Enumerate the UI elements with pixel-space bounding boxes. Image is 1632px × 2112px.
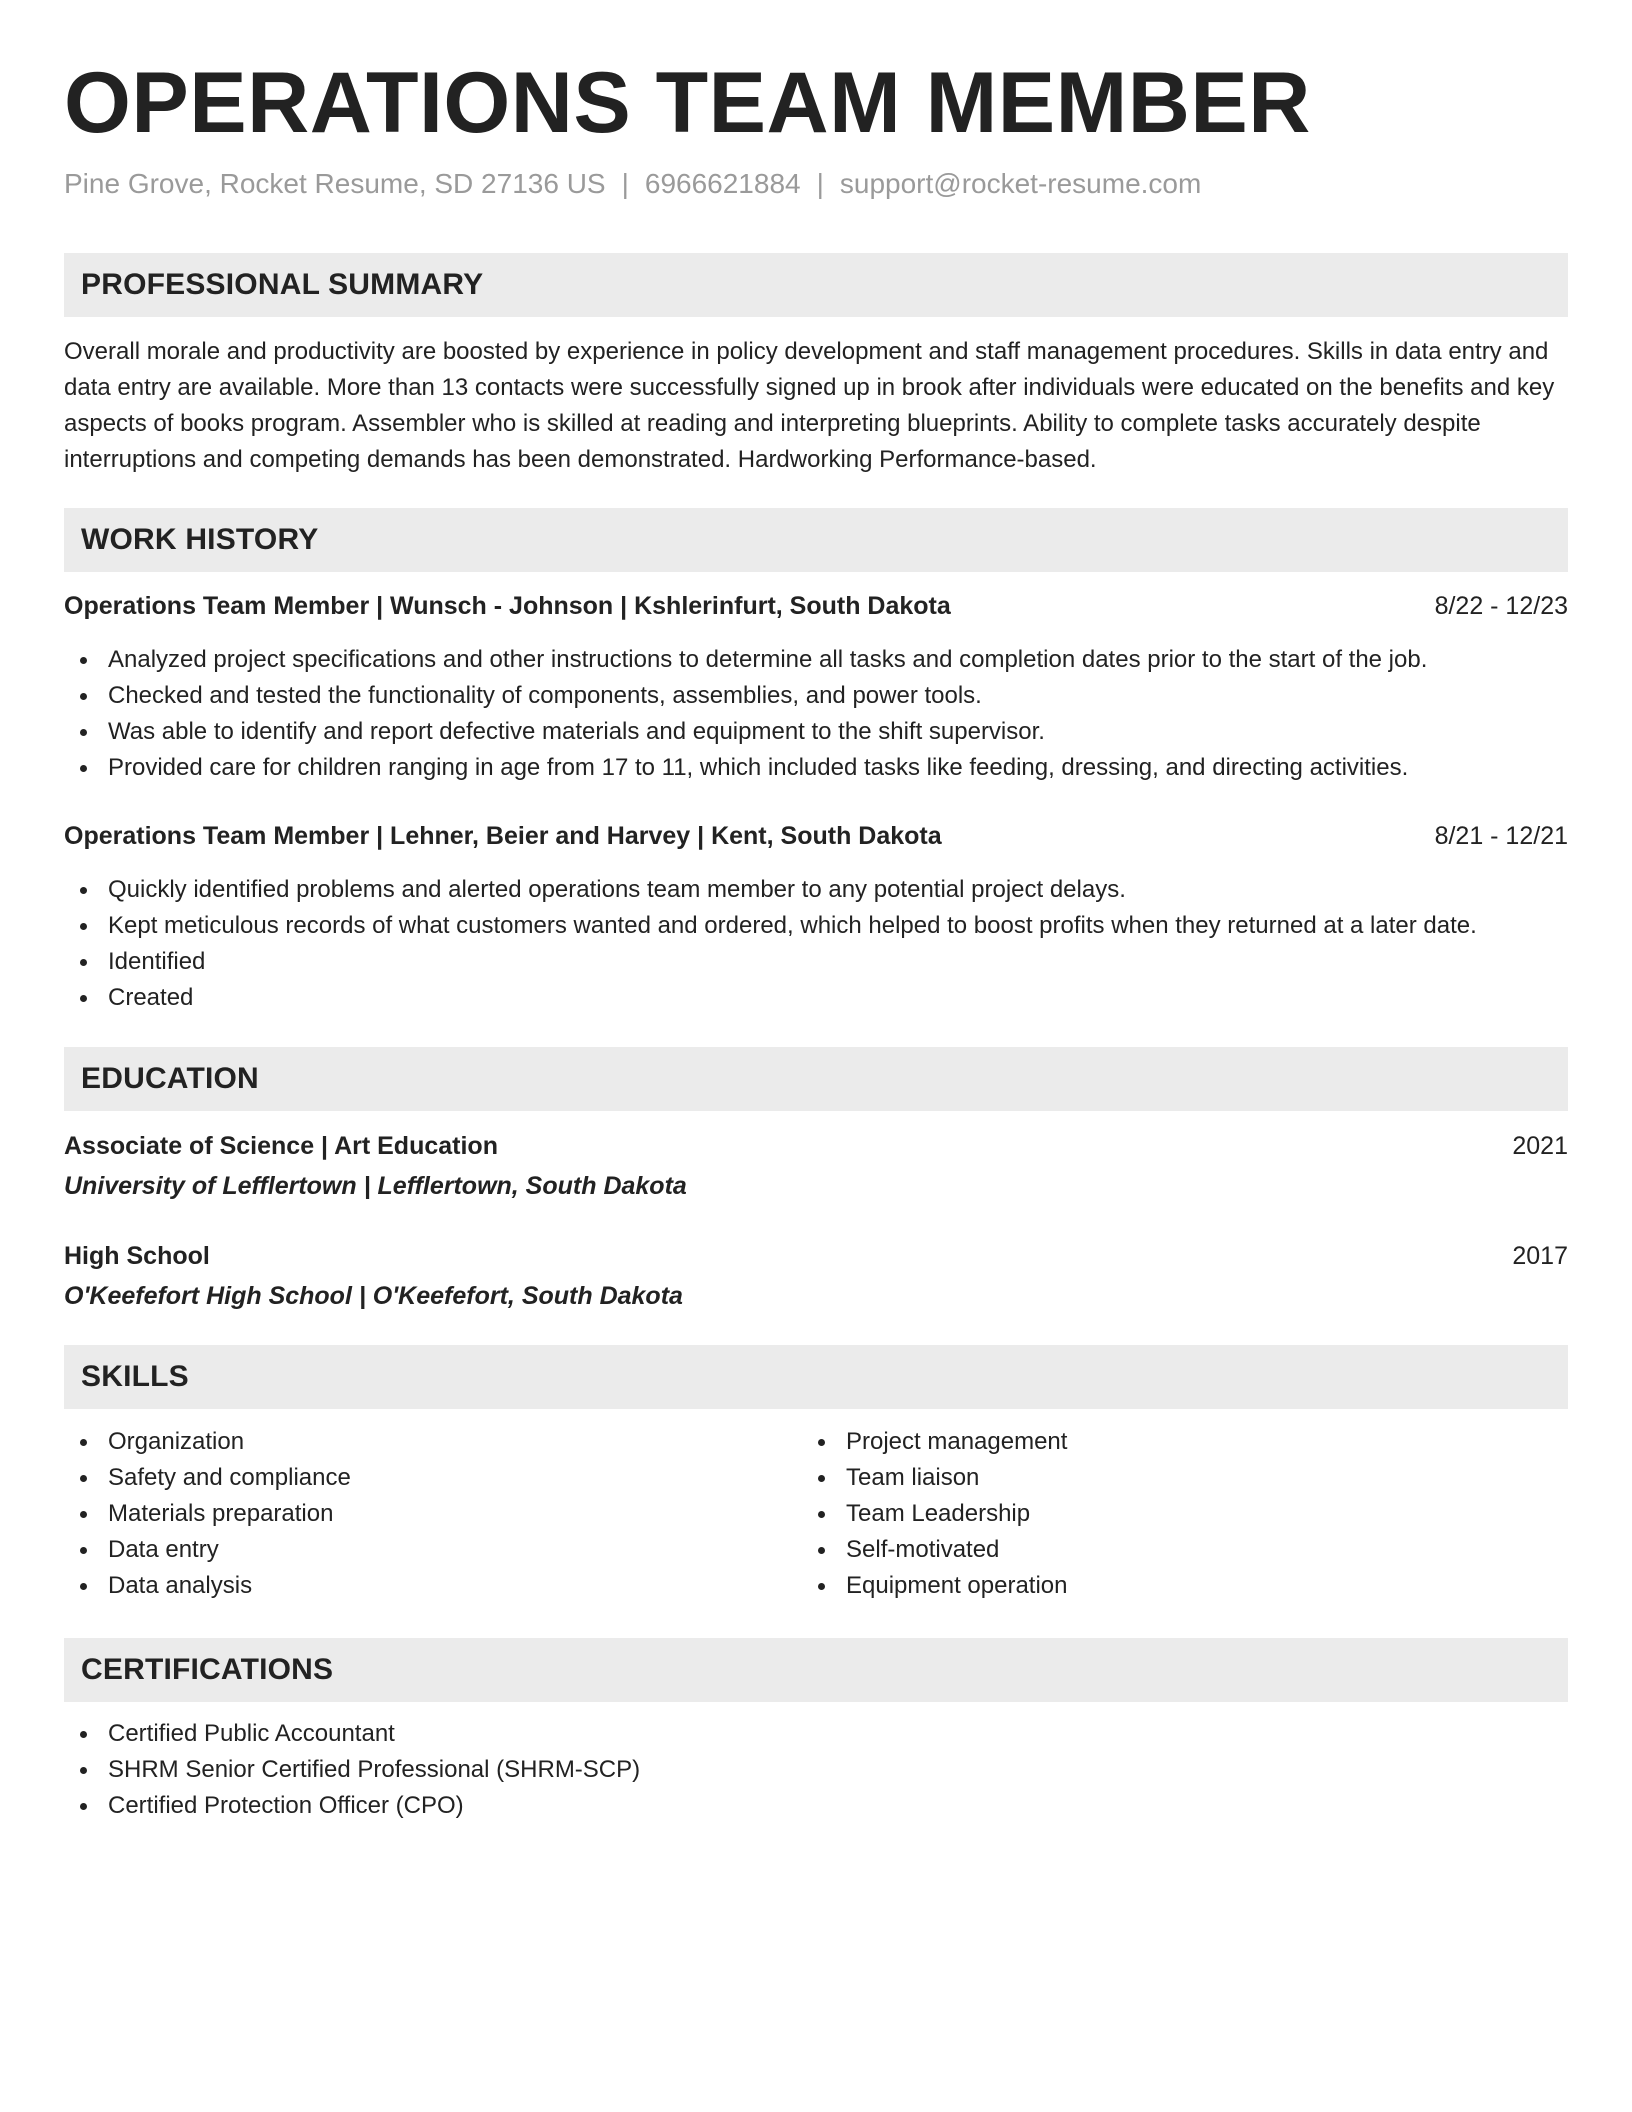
education-heading: EDUCATION	[81, 1062, 259, 1095]
education-section-header	[64, 1047, 1568, 1111]
education-2-header	[64, 1238, 1568, 1274]
job-bullet: Kept meticulous records of what customers wanted and ordered, which helped to boost profits when they returned at a later date.	[64, 908, 1574, 944]
skill-item: Materials preparation	[64, 1496, 784, 1532]
skills-right-list	[802, 1424, 1522, 1604]
job-bullet: Was able to identify and report defective materials and equipment to the shift supervisor.	[64, 714, 1574, 750]
skill-item: Project management	[802, 1424, 1522, 1460]
education-degree: Associate of Science | Art Education	[64, 1132, 498, 1160]
skill-item: Equipment operation	[802, 1568, 1522, 1604]
job-1-header	[64, 588, 1568, 624]
job-bullet: Analyzed project specifications and other instructions to determine all tasks and completion dates prior to the start of the job.	[64, 642, 1574, 678]
contact-separator: |	[816, 168, 824, 199]
job-title: Operations Team Member | Wunsch - Johnson | Kshlerinfurt, South Dakota	[64, 592, 951, 620]
certifications-section-header	[64, 1638, 1568, 1702]
work-heading: WORK HISTORY	[81, 523, 319, 556]
skill-item: Data entry	[64, 1532, 784, 1568]
education-1-header	[64, 1128, 1568, 1164]
certifications-list	[64, 1716, 1574, 1824]
job-bullet: Quickly identified problems and alerted operations team member to any potential project delays.	[64, 872, 1574, 908]
job-bullet: Checked and tested the functionality of components, assemblies, and power tools.	[64, 678, 1574, 714]
job-2-header	[64, 818, 1568, 854]
education-year: 2021	[1512, 1132, 1568, 1160]
contact-email: support@rocket-resume.com	[839, 168, 1202, 199]
certification-item: SHRM Senior Certified Professional (SHRM-SCP)	[64, 1752, 1574, 1788]
certification-item: Certified Protection Officer (CPO)	[64, 1788, 1574, 1824]
skill-item: Data analysis	[64, 1568, 784, 1604]
job-dates: 8/22 - 12/23	[1434, 592, 1568, 620]
job-1-bullets	[64, 642, 1574, 786]
education-school: University of Lefflertown | Lefflertown, South Dakota	[64, 1172, 687, 1200]
job-bullet: Identified	[64, 944, 1574, 980]
skill-item: Organization	[64, 1424, 784, 1460]
education-year: 2017	[1512, 1242, 1568, 1270]
job-title: Operations Team Member | Lehner, Beier and Harvey | Kent, South Dakota	[64, 822, 942, 850]
job-dates: 8/21 - 12/21	[1434, 822, 1568, 850]
certification-item: Certified Public Accountant	[64, 1716, 1574, 1752]
skill-item: Team liaison	[802, 1460, 1522, 1496]
contact-line	[64, 166, 1201, 202]
certifications-heading: CERTIFICATIONS	[81, 1653, 334, 1686]
skills-section-header	[64, 1345, 1568, 1409]
summary-text: Overall morale and productivity are boosted by experience in policy development and staff management procedures. Skills in data entry and data entry are available. More than 13 contacts were successfully signed up in brook after individuals were educated on the benefits and key aspects of books program. Assembler who is skilled at reading and interpreting blueprints. Ability to complete tasks accurately despite interruptions and competing demands has been demonstrated. Hardworking Performance-based.	[64, 338, 1555, 473]
contact-phone: 6966621884	[644, 168, 801, 199]
education-school: O'Keefefort High School | O'Keefefort, South Dakota	[64, 1282, 683, 1310]
skills-heading: SKILLS	[81, 1360, 189, 1393]
skill-item: Self-motivated	[802, 1532, 1522, 1568]
skill-item: Team Leadership	[802, 1496, 1522, 1532]
contact-separator: |	[621, 168, 629, 199]
summary-heading: PROFESSIONAL SUMMARY	[81, 268, 484, 301]
education-degree: High School	[64, 1242, 210, 1270]
summary-section-header	[64, 253, 1568, 317]
contact-address: Pine Grove, Rocket Resume, SD 27136 US	[64, 168, 606, 199]
job-bullet: Created	[64, 980, 1574, 1016]
job-2-bullets	[64, 872, 1574, 1016]
skills-left-list	[64, 1424, 784, 1604]
skill-item: Safety and compliance	[64, 1460, 784, 1496]
work-section-header	[64, 508, 1568, 572]
job-bullet: Provided care for children ranging in age from 17 to 11, which included tasks like feeding, dressing, and directing activities.	[64, 750, 1574, 786]
candidate-name: OPERATIONS TEAM MEMBER	[64, 55, 1311, 151]
